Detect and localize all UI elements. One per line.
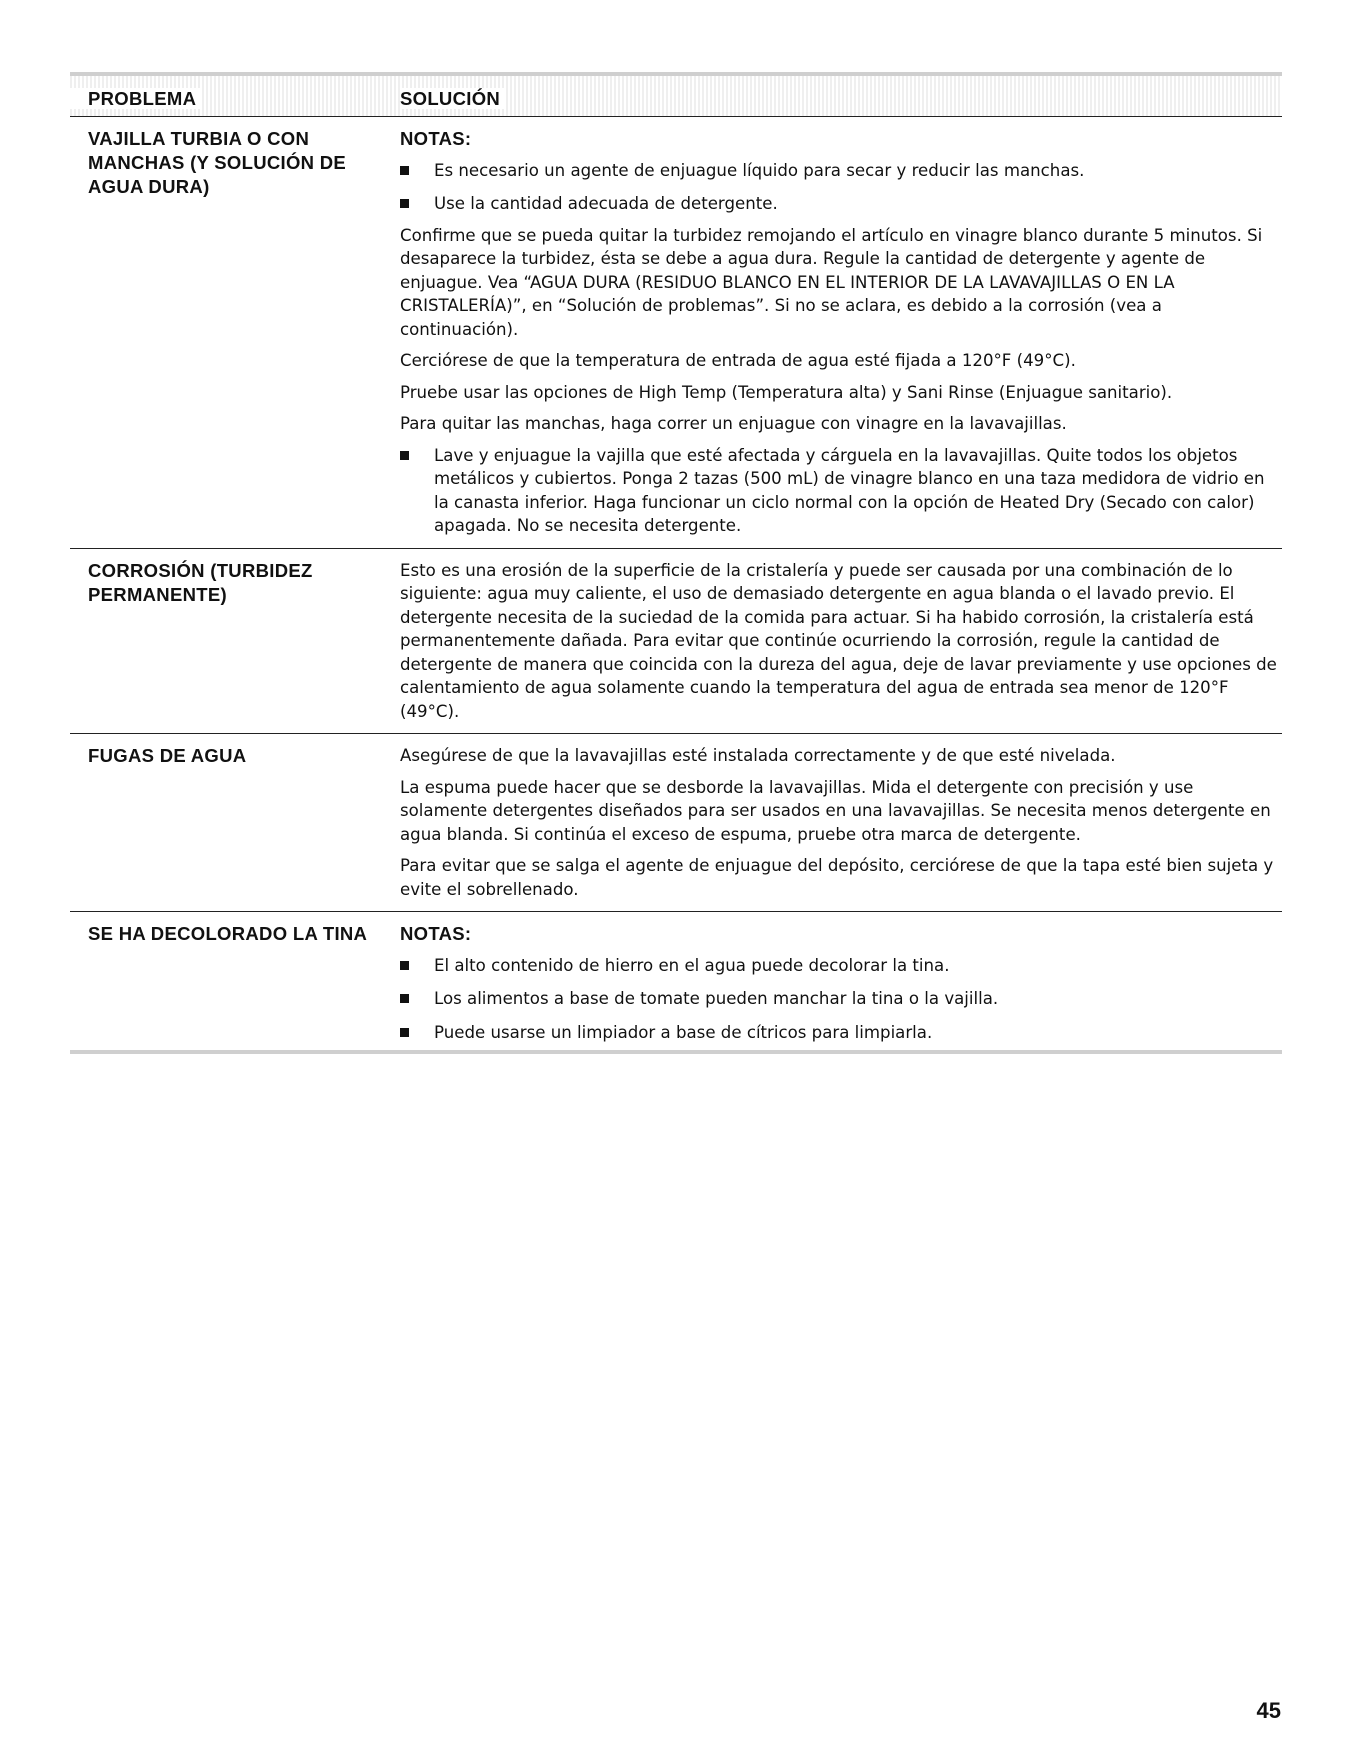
bullet-square-icon — [400, 961, 409, 970]
solution-paragraph: Cerciórese de que la temperatura de entrada de agua esté fijada a 120°F (49°C). — [400, 351, 1076, 370]
solution-paragraph: Para evitar que se salga el agente de enjuague del depósito, cerciórese de que la tapa esté bien sujeta y evite el sobrellenado. — [400, 856, 1274, 899]
page-number: 45 — [1256, 1698, 1281, 1723]
notes-label: NOTAS: — [400, 923, 472, 944]
note-text: El alto contenido de hierro en el agua puede decolorar la tina. — [434, 955, 950, 975]
list-item — [400, 987, 1278, 1011]
notes-list — [400, 954, 1278, 1045]
notes-list — [400, 159, 1278, 216]
bullet-square-icon — [400, 166, 409, 175]
bullet-square-icon — [400, 1028, 409, 1037]
solution-paragraph: Esto es una erosión de la superficie de la cristalería y puede ser causada por una combinación de lo siguiente: agua muy caliente, el uso de demasiado detergente en agua blanda o el lavado previo. El detergente necesita de la suciedad de la comida para actuar. Si ha habido corrosión, la cristalería está permanentemente dañada. Para evitar que continúe ocurriendo la corrosión, regule la cantidad de detergente de manera que coincida con la dureza del agua, deje de lavar previamente y use opciones de calentamiento de agua solamente cuando la temperatura del agua de entrada sea menor de 120°F (49°C). — [400, 560, 1277, 721]
note-text: Los alimentos a base de tomate pueden manchar la tina o la vajilla. — [434, 989, 999, 1008]
troubleshooting-table — [70, 72, 1282, 1054]
solution-paragraph: La espuma puede hacer que se desborde la lavavajillas. Mida el detergente con precisión y use solamente detergentes diseñados para ser usados en una lavavajillas. Se necesita menos detergente en agua blanda. Si continúa el exceso de espuma, pruebe otra marca de detergente. — [400, 777, 1271, 844]
list-item — [400, 159, 1278, 183]
header-solution-cell — [400, 88, 1282, 116]
header-problem-cell — [70, 88, 400, 116]
table-row — [70, 549, 1282, 735]
solution-paragraph: Pruebe usar las opciones de High Temp (Temperatura alta) y Sani Rinse (Enjuague sanitario). — [400, 382, 1173, 402]
header-solution: SOLUCIÓN — [400, 88, 504, 109]
notes-label: NOTAS: — [400, 128, 472, 149]
solution-cell — [400, 744, 1282, 901]
vinegar-rinse-list — [400, 444, 1278, 538]
bullet-square-icon — [400, 451, 409, 460]
table-row — [70, 117, 1282, 549]
bullet-square-icon — [400, 994, 409, 1003]
solution-cell — [400, 922, 1282, 1044]
table-row — [70, 912, 1282, 1054]
header-problem: PROBLEMA — [70, 88, 200, 109]
note-text: Use la cantidad adecuada de detergente. — [434, 194, 778, 213]
list-item — [400, 954, 1278, 978]
list-item — [400, 192, 1278, 216]
solution-cell — [400, 127, 1282, 538]
problem-cell: VAJILLA TURBIA O CON MANCHAS (Y SOLUCIÓN DE AGUA DURA) — [88, 128, 347, 197]
note-text: Puede usarse un limpiador a base de cítricos para limpiarla. — [434, 1022, 933, 1042]
bullet-text: Lave y enjuague la vajilla que esté afectada y cárguela en la lavavajillas. Quite todos los objetos metálicos y cubiertos. Ponga 2 tazas (500 mL) de vinagre blanco en una taza medidora de vidrio en la canasta inferior. Haga funcionar un ciclo normal con la opción de Heated Dry (Secado con calor) apagada. No se necesita detergente. — [434, 445, 1265, 535]
table-row — [70, 734, 1282, 912]
solution-paragraph: Confirme que se pueda quitar la turbidez remojando el artículo en vinagre blanco durante 5 minutos. Si desaparece la turbidez, ésta se debe a agua dura. Regule la cantidad de detergente y agente de enjuague. Vea “AGUA DURA (RESIDUO BLANCO EN EL INTERIOR DE LA LAVAVAJILLAS O EN LA CRISTALERÍA)”, en “Solución de problemas”. Si no se aclara, es debido a la corrosión (vea a continuación). — [400, 225, 1263, 339]
solution-cell — [400, 559, 1282, 724]
solution-paragraph: Asegúrese de que la lavavajillas esté instalada correctamente y de que esté nivelada. — [400, 746, 1116, 765]
table-header — [70, 72, 1282, 117]
solution-paragraph: Para quitar las manchas, haga correr un enjuague con vinagre en la lavavajillas. — [400, 414, 1067, 433]
list-item — [400, 444, 1278, 538]
problem-cell: FUGAS DE AGUA — [88, 745, 247, 766]
note-text: Es necesario un agente de enjuague líquido para secar y reducir las manchas. — [434, 160, 1085, 180]
list-item — [400, 1021, 1278, 1045]
problem-cell: SE HA DECOLORADO LA TINA — [88, 923, 368, 944]
problem-cell: CORROSIÓN (TURBIDEZ PERMANENTE) — [88, 559, 313, 605]
bullet-square-icon — [400, 199, 409, 208]
